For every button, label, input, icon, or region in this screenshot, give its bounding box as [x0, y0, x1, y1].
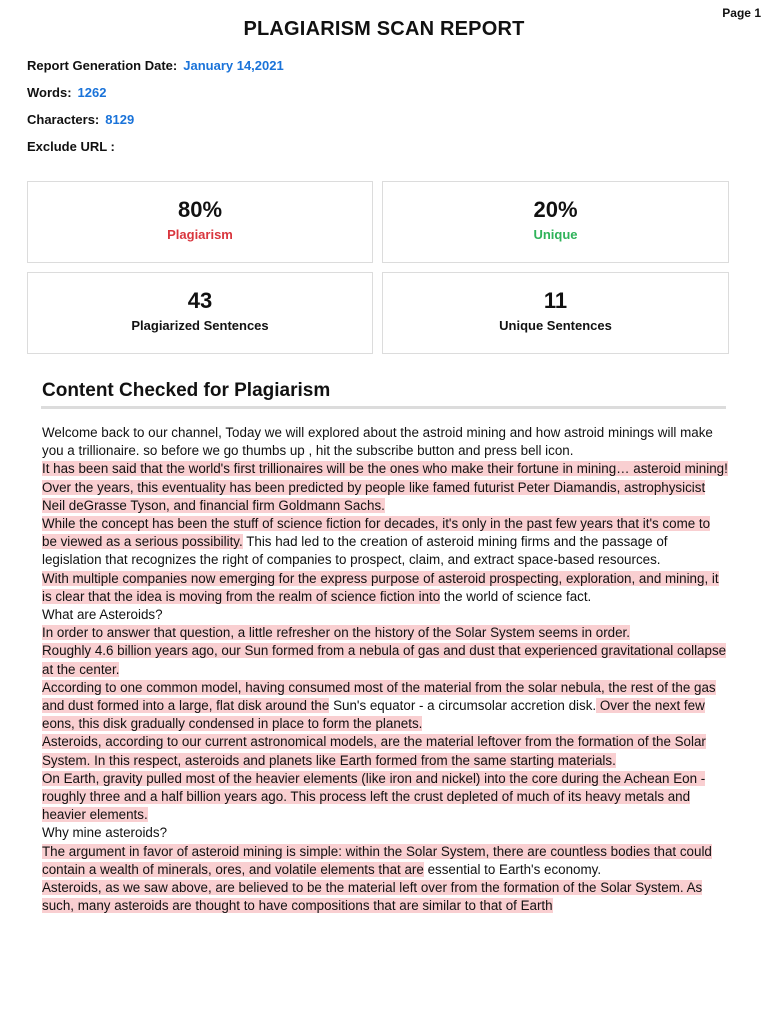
- plagiarized-segment: Over the next few eons, this disk gradually condensed in place to form the planets.: [42, 698, 705, 732]
- plagiarism-percent: 80%: [177, 197, 223, 222]
- text-segment: Welcome back to our channel, Today we will explored about the astroid mining and how astroid minings will make you a trillionaire. so before we go thumbs up , hit the subscribe button and press bell icon.: [42, 425, 713, 459]
- plagiarized-sentences-label: Plagiarized Sentences: [131, 318, 269, 333]
- plagiarized-segment: With multiple companies now emerging for the express purpose of asteroid prospecting, exploration, and mining, it is clear that the idea is moving from the realm of science fiction into: [42, 570, 719, 604]
- section-divider: [41, 406, 726, 409]
- plagiarism-card: [27, 181, 373, 263]
- content-paragraph: [42, 824, 728, 842]
- plagiarized-segment: According to one common model, having consumed most of the material from the solar nebula, the rest of the gas and dust formed into a large, flat disk around the: [42, 679, 716, 714]
- report-title: PLAGIARISM SCAN REPORT: [243, 18, 525, 40]
- plagiarized-sentences-count: 43: [187, 288, 213, 313]
- meta-value: 8129: [105, 112, 135, 127]
- content-paragraph: [42, 733, 728, 769]
- meta-value: January 14,2021: [183, 58, 284, 73]
- meta-generation-date: [27, 58, 284, 73]
- plagiarized-segment: Asteroids, as we saw above, are believed to be the material left over from the formation of the Solar System.: [42, 880, 687, 896]
- text-segment: essential to Earth's economy.: [423, 861, 602, 877]
- plagiarized-segment: This process left the crust depleted of much of its heavy metals and heavier elements.: [42, 789, 691, 823]
- plagiarized-segment: While the concept has been the stuff of science fiction for decades, it's only in the past few years that it's come to be viewed as a serious possibility.: [42, 516, 711, 550]
- plagiarized-segment: The argument in favor of asteroid mining is simple: within the Solar System, there are countless bodies that could contain a wealth of minerals, ores, and volatile elements that are: [42, 843, 712, 877]
- content-paragraph: [42, 843, 728, 879]
- unique-percent: 20%: [533, 197, 578, 222]
- checked-content: [42, 424, 728, 915]
- plagiarized-segment: Asteroids, according to our current astronomical models, are the material leftover from the formation of the Solar System.: [42, 734, 706, 768]
- content-paragraph: [42, 424, 728, 460]
- content-paragraph: [42, 642, 728, 678]
- content-paragraph: [42, 515, 728, 570]
- plagiarized-segment: On Earth, gravity pulled most of the heavier elements (like iron and nickel) into the core during the Achean Eon - roughly three and a half billion years ago.: [42, 770, 706, 805]
- unique-sentences-card: [382, 272, 729, 354]
- unique-sentences-count: 11: [543, 288, 568, 313]
- plagiarized-segment: In order to answer that question, a little refresher on the history of the Solar System seems in order.: [42, 625, 630, 641]
- meta-label: Report Generation Date:: [27, 58, 178, 73]
- content-paragraph: [42, 606, 728, 624]
- meta-label: Words:: [27, 85, 72, 100]
- content-paragraph: [42, 460, 728, 515]
- content-paragraph: [42, 679, 728, 734]
- meta-characters: [27, 112, 134, 127]
- content-paragraph: [42, 570, 728, 606]
- text-segment: Sun's equator - a circumsolar accretion disk.: [329, 698, 597, 714]
- meta-value: 1262: [77, 85, 107, 100]
- text-segment: the world of science fact.: [440, 588, 592, 604]
- plagiarized-sentences-card: [27, 272, 373, 354]
- text-segment: What are Asteroids?: [42, 607, 163, 623]
- text-segment: Why mine asteroids?: [42, 825, 168, 841]
- content-paragraph: [42, 770, 728, 825]
- plagiarism-label: Plagiarism: [167, 227, 233, 242]
- meta-words: [27, 85, 106, 100]
- meta-exclude-url: [27, 139, 121, 154]
- plagiarized-segment: Roughly 4.6 billion years ago, our Sun formed from a nebula of gas and dust that experienced gravitational collapse at the center.: [42, 643, 727, 677]
- unique-label: Unique: [533, 227, 578, 242]
- plagiarized-segment: It has been said that the world's first trillionaires will be the ones who make their fortune in mining… asteroid mining!: [42, 461, 728, 477]
- content-paragraph: [42, 624, 728, 642]
- plagiarized-segment: As such, many asteroids are thought to have compositions that are similar to that of Earth: [42, 880, 703, 914]
- plagiarized-segment: In this respect, asteroids and planets like Earth formed from the same starting materials.: [94, 752, 616, 768]
- page-number: Page 1: [722, 6, 761, 20]
- unique-sentences-label: Unique Sentences: [499, 318, 612, 333]
- text-segment: This had led to the creation of asteroid mining firms and the passage of legislation that recognizes the right of companies to prospect, claim, and extract space-based resources.: [42, 534, 668, 568]
- unique-card: [382, 181, 729, 263]
- section-title: Content Checked for Plagiarism: [42, 380, 331, 401]
- meta-label: Characters:: [27, 112, 100, 127]
- content-paragraph: [42, 879, 728, 915]
- meta-label: Exclude URL :: [27, 139, 115, 154]
- plagiarized-segment: Over the years, this eventuality has been predicted by people like famed futurist Peter Diamandis, astrophysicist Neil deGrasse Tyson, and financial firm Goldmann Sachs.: [42, 479, 706, 513]
